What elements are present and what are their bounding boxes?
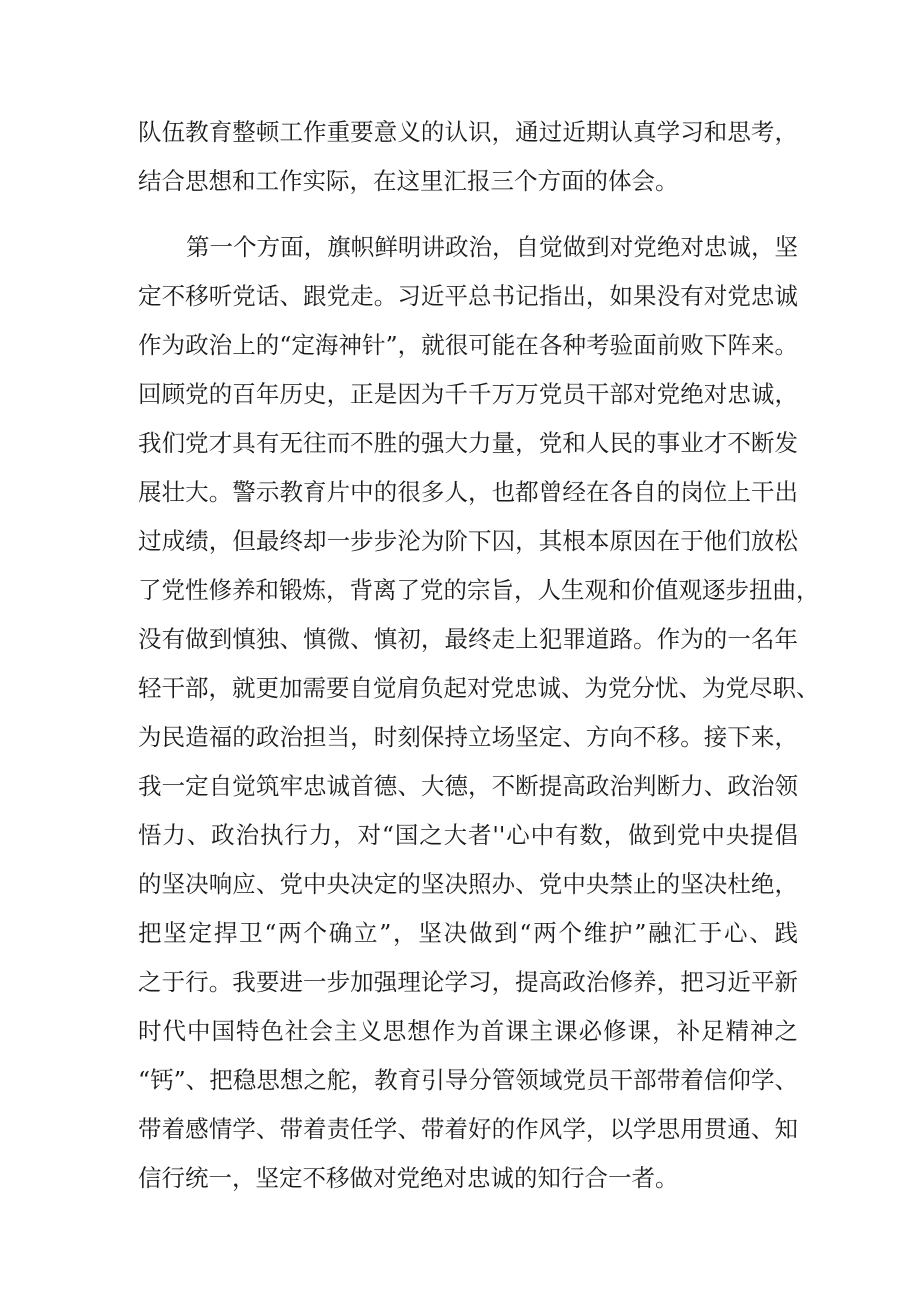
paragraph-2-line-5: 我们党才具有无往而不胜的强大力量，党和人民的事业才不断发 [138,429,798,457]
paragraph-2-line-14: 的坚决响应、党中央决定的坚决照办、党中央禁止的坚决杜绝， [138,870,798,898]
paragraph-1-line-2: 结合思想和工作实际，在这里汇报三个方面的体会。 [138,167,679,195]
paragraph-2-line-1: 第一个方面，旗帜鲜明讲政治，自觉做到对党绝对忠诚，坚 [186,233,798,261]
paragraph-2-line-13: 悟力、政治执行力，对“国之大者''心中有数，做到党中央提倡 [138,821,798,849]
paragraph-2-line-7: 过成绩，但最终却一步步沦为阶下囚，其根本原因在于他们放松 [138,527,798,555]
paragraph-2-line-17: 时代中国特色社会主义思想作为首课主课必修课，补足精神之 [138,1017,798,1045]
paragraph-2-line-16: 之于行。我要进一步加强理论学习，提高政治修养，把习近平新 [138,968,798,996]
paragraph-2-line-11: 为民造福的政治担当，时刻保持立场坚定、方向不移。接下来， [138,723,798,751]
paragraph-2-line-15: 把坚定捍卫“两个确立”，坚决做到“两个维护”融汇于心、践 [138,919,798,947]
paragraph-2-line-20: 信行统一，坚定不移做对党绝对忠诚的知行合一者。 [138,1164,679,1192]
paragraph-2-line-3: 作为政治上的“定海神针”，就很可能在各种考验面前败下阵来。 [138,331,798,359]
paragraph-2-line-8: 了党性修养和锻炼，背离了党的宗旨，人生观和价值观逐步扭曲， [138,576,820,604]
paragraph-2-line-18: “钙”、把稳思想之舵，教育引导分管领域党员干部带着信仰学、 [138,1066,798,1094]
paragraph-2-line-10: 轻干部，就更加需要自觉肩负起对党忠诚、为党分忧、为党尽职、 [138,674,820,702]
paragraph-2-line-12: 我一定自觉筑牢忠诚首德、大德，不断提高政治判断力、政治领 [138,772,798,800]
paragraph-2-line-9: 没有做到慎独、慎微、慎初，最终走上犯罪道路。作为的一名年 [138,625,798,653]
paragraph-2-line-2: 定不移听党话、跟党走。习近平总书记指出，如果没有对党忠诚 [138,282,798,310]
paragraph-2-line-4: 回顾党的百年历史，正是因为千千万万党员干部对党绝对忠诚， [138,380,798,408]
paragraph-2-line-6: 展壮大。警示教育片中的很多人，也都曾经在各自的岗位上干出 [138,478,798,506]
paragraph-1-line-1: 队伍教育整顿工作重要意义的认识，通过近期认真学习和思考， [138,118,798,146]
paragraph-2-line-19: 带着感情学、带着责任学、带着好的作风学，以学思用贯通、知 [138,1115,798,1143]
